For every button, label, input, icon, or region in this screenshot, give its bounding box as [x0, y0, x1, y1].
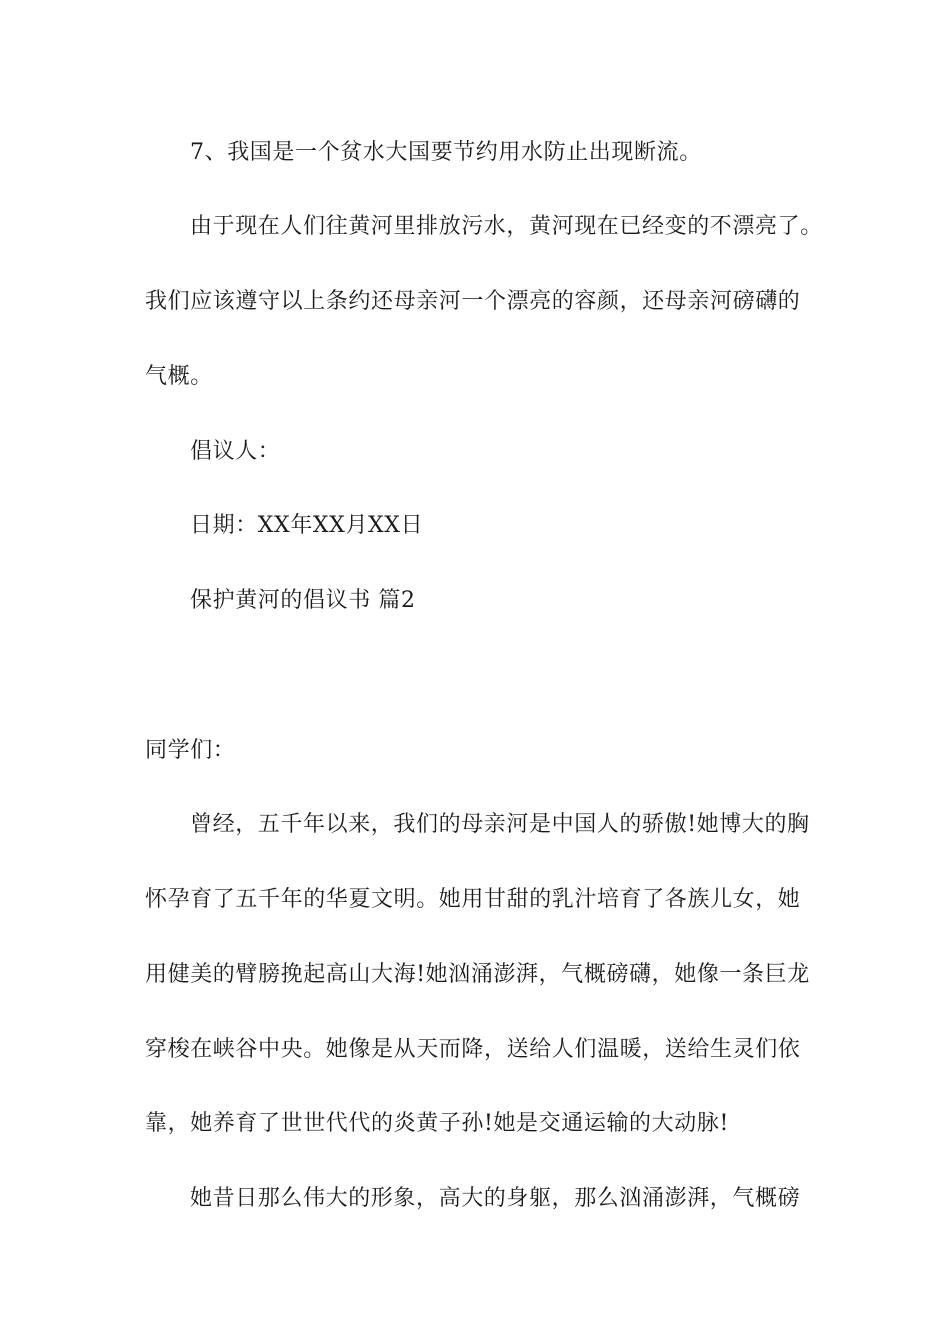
text-line-item-7: 7、我国是一个贫水大国要节约用水防止出现断流。: [190, 140, 702, 165]
text-line-body-1: 曾经，五千年以来，我们的母亲河是中国人的骄傲!她博大的胸: [190, 812, 810, 837]
text-line-paragraph-continued: 我们应该遵守以上条约还母亲河一个漂亮的容颜，还母亲河磅礴的: [145, 289, 801, 314]
text-line-body-4: 穿梭在峡谷中央。她像是从天而降，送给人们温暖，送给生灵们依: [145, 1037, 801, 1062]
text-line-paragraph-end: 气概。: [145, 364, 213, 389]
text-line-body-5: 靠，她养育了世世代代的炎黄子孙!她是交通运输的大动脉!: [145, 1111, 729, 1136]
text-line-body-6: 她昔日那么伟大的形象，高大的身躯，那么汹涌澎湃，气概磅: [190, 1186, 801, 1211]
text-line-body-3: 用健美的臂膀挽起高山大海!她汹涌澎湃，气概磅礴，她像一条巨龙: [145, 962, 810, 987]
date-line: 日期：XX年XX月XX日: [190, 513, 424, 538]
proposer-label: 倡议人：: [190, 439, 281, 464]
section-heading: 保护黄河的倡议书 篇2: [190, 588, 416, 613]
salutation: 同学们：: [145, 738, 236, 763]
text-line-body-2: 怀孕育了五千年的华夏文明。她用甘甜的乳汁培育了各族儿女，她: [145, 887, 801, 912]
text-line-paragraph-start: 由于现在人们往黄河里排放污水，黄河现在已经变的不漂亮了。: [190, 214, 823, 239]
